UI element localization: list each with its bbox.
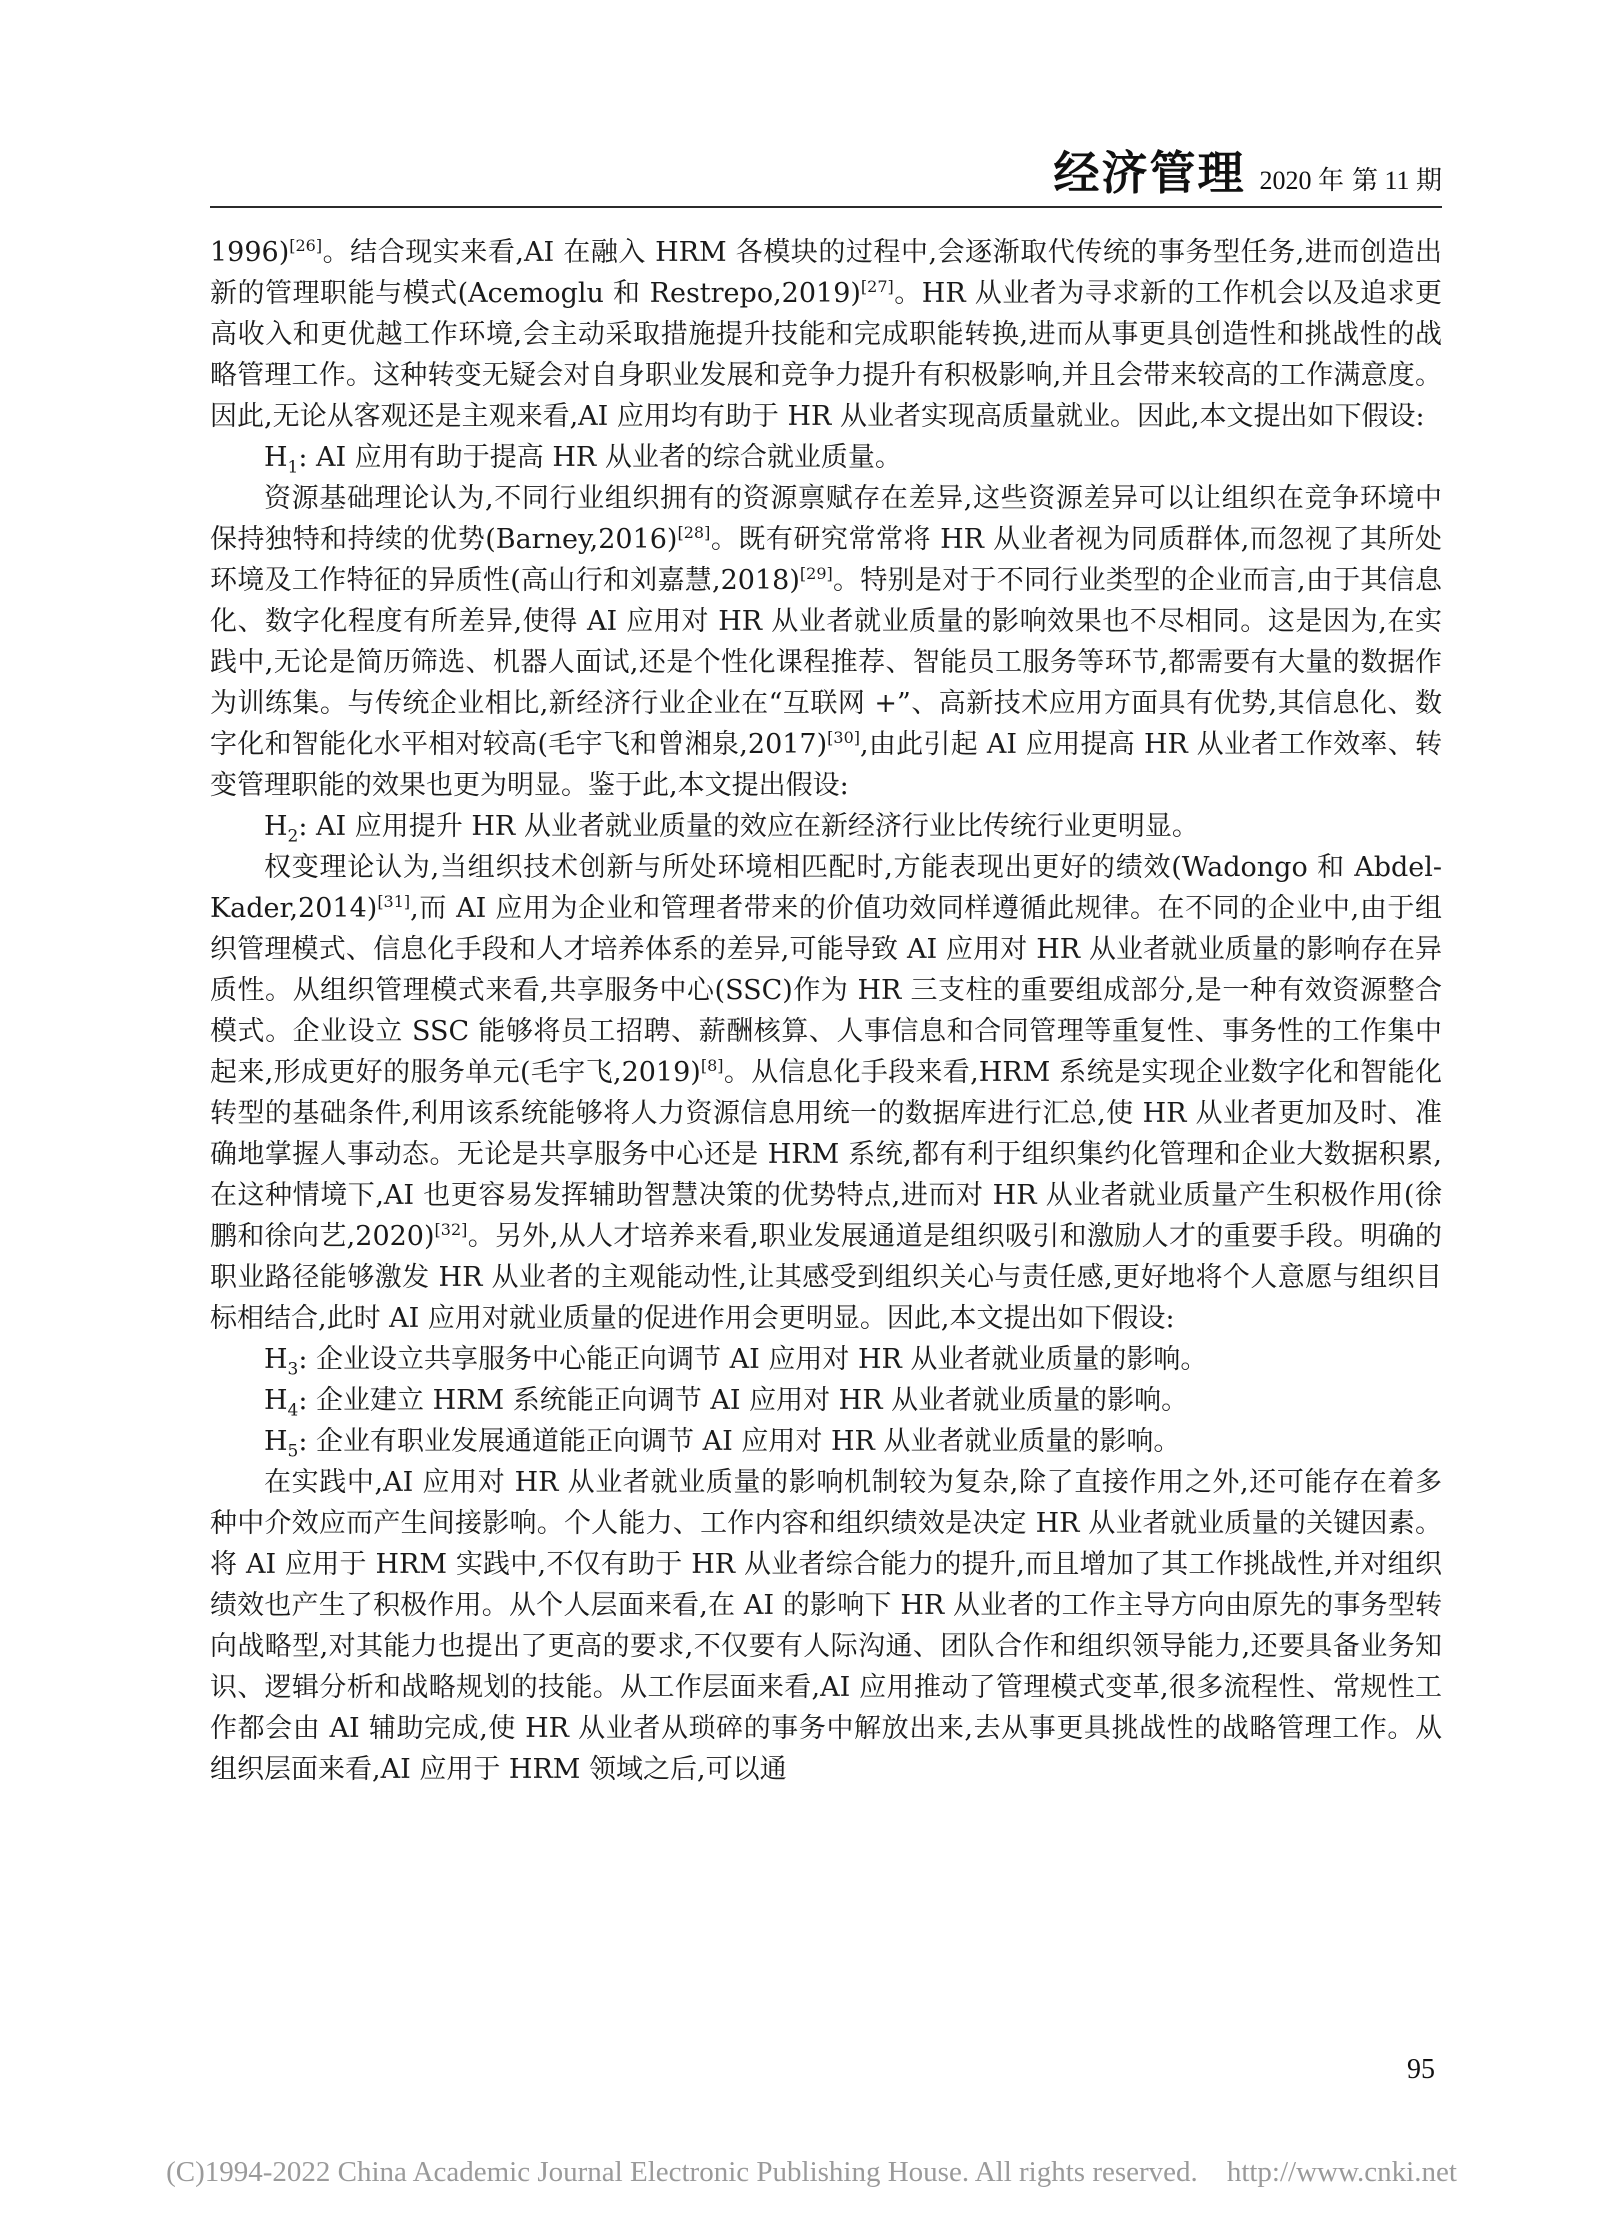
paragraph <box>210 847 1442 1339</box>
text-run: 。另外,从人才培养来看,职业发展通道是组织吸引和激励人才的重要手段。明确的职业路径能够激发 HR 从业者的主观能动性,让其感受到组织关心与责任感,更好地将个人意愿与组织目标相结合,此时 AI 应用对就业质量的促进作用会更明显。因此,本文提出如下假设: <box>210 1221 1442 1334</box>
text-run: : 企业有职业发展通道能正向调节 AI 应用对 HR 从业者就业质量的影响。 <box>298 1426 1181 1457</box>
text-run: 权变理论认为,当组织技术创新与所处环境相匹配时,方能表现出更好的绩效(Wadongo 和 Abdel-Kader,2014) <box>210 852 1442 924</box>
text-run: H <box>264 442 288 473</box>
text-run: 在实践中,AI 应用对 HR 从业者就业质量的影响机制较为复杂,除了直接作用之外,还可能存在着多种中介效应而产生间接影响。个人能力、工作内容和组织绩效是决定 HR 从业者就业质量的关键因素。将 AI 应用于 HRM 实践中,不仅有助于 HR 从业者综合能力的提升,而且增加了其工作挑战性,并对组织绩效也产生了积极作用。从个人层面来看,在 AI 的影响下 HR 从业者的工作主导方向由原先的事务型转向战略型,对其能力也提出了更高的要求,不仅要有人际沟通、团队合作和组织领导能力,还要具备业务知识、逻辑分析和战略规划的技能。从工作层面来看,AI 应用推动了管理模式变革,很多流程性、常规性工作都会由 AI 辅助完成,使 HR 从业者从琐碎的事务中解放出来,去从事更具挑战性的战略管理工作。从组织层面来看,AI 应用于 HRM 领域之后,可以通 <box>210 1467 1442 1785</box>
text-run: : AI 应用有助于提高 HR 从业者的综合就业质量。 <box>298 442 902 473</box>
text-run: 。从信息化手段来看,HRM 系统是实现企业数字化和智能化转型的基础条件,利用该系统能够将人力资源信息用统一的数据库进行汇总,使 HR 从业者更加及时、准确地掌握人事动态。无论是共享服务中心还是 HRM 系统,都有利于组织集约化管理和企业大数据积累,在这种情境下,AI 也更容易发挥辅助智慧决策的优势特点,进而对 HR 从业者就业质量产生积极作用(徐鹏和徐向艺,2020) <box>210 1057 1443 1252</box>
citation-ref: [32] <box>434 1220 468 1239</box>
issue-year: 2020 年 <box>1259 166 1344 195</box>
text-run: : 企业设立共享服务中心能正向调节 AI 应用对 HR 从业者就业质量的影响。 <box>298 1344 1208 1375</box>
text-run: 1996) <box>210 237 290 268</box>
header-inner <box>1053 146 1442 200</box>
text-run: ,由此引起 AI 应用提高 HR 从业者工作效率、转变管理职能的效果也更为明显。鉴于此,本文提出假设: <box>210 729 1442 801</box>
text-run: 资源基础理论认为,不同行业组织拥有的资源禀赋存在差异,这些资源差异可以让组织在竞争环境中保持独特和持续的优势(Barney,2016) <box>210 483 1442 555</box>
copyright-text: (C)1994-2022 China Academic Journal Electronic Publishing House. All rights reserved. <box>166 2156 1198 2188</box>
text-run: : 企业建立 HRM 系统能正向调节 AI 应用对 HR 从业者就业质量的影响。 <box>298 1385 1189 1416</box>
citation-ref: [30] <box>827 728 860 747</box>
text-run: 。既有研究常常将 HR 从业者视为同质群体,而忽视了其所处环境及工作特征的异质性(高山行和刘嘉慧,2018) <box>210 524 1443 596</box>
text-run: 。结合现实来看,AI 在融入 HRM 各模块的过程中,会逐渐取代传统的事务型任务,进而创造出新的管理职能与模式(Acemoglu 和 Restrepo,2019) <box>210 237 1442 309</box>
citation-ref: [27] <box>860 277 894 296</box>
footer-url: http://www.cnki.net <box>1226 2156 1457 2188</box>
text-run: H <box>264 1426 288 1457</box>
text-run: H <box>264 811 288 842</box>
citation-ref: [31] <box>377 892 411 911</box>
text-run: H <box>264 1385 288 1416</box>
paragraph <box>210 1380 1442 1421</box>
citation-ref: [28] <box>677 523 711 542</box>
text-run: 。HR 从业者为寻求新的工作机会以及追求更高收入和更优越工作环境,会主动采取措施提升技能和完成职能转换,进而从事更具创造性和挑战性的战略管理工作。这种转变无疑会对自身职业发展和竞争力提升有积极影响,并且会带来较高的工作满意度。因此,无论从客观还是主观来看,AI 应用均有助于 HR 从业者实现高质量就业。因此,本文提出如下假设: <box>210 278 1442 432</box>
paragraph <box>210 1339 1442 1380</box>
text-run: 。特别是对于不同行业类型的企业而言,由于其信息化、数字化程度有所差异,使得 AI 应用对 HR 从业者就业质量的影响效果也不尽相同。这是因为,在实践中,无论是简历筛选、机器人面试,还是个性化课程推荐、智能员工服务等环节,都需要有大量的数据作为训练集。与传统企业相比,新经济行业企业在“互联网 +”、高新技术应用方面具有优势,其信息化、数字化和智能化水平相对较高(毛宇飞和曾湘泉,2017) <box>210 565 1442 760</box>
paragraph <box>210 806 1442 847</box>
hypothesis-subscript: 5 <box>287 1441 299 1462</box>
journal-title-logo: 经济管理 <box>1053 146 1246 200</box>
hypothesis-subscript: 1 <box>287 457 299 478</box>
hypothesis-subscript: 3 <box>287 1359 299 1380</box>
citation-ref: [26] <box>289 236 323 255</box>
issue-info <box>1251 168 1442 194</box>
text-run: ,而 AI 应用为企业和管理者带来的价值功效同样遵循此规律。在不同的企业中,由于组织管理模式、信息化手段和人才培养体系的差异,可能导致 AI 应用对 HR 从业者就业质量的影响存在异质性。从组织管理模式来看,共享服务中心(SSC)作为 HR 三支柱的重要组成部分,是一种有效资源整合模式。企业设立 SSC 能够将员工招聘、薪酬核算、人事信息和合同管理等重复性、事务性的工作集中起来,形成更好的服务单元(毛宇飞,2019) <box>210 893 1442 1088</box>
paragraph <box>210 1421 1442 1462</box>
page-number: 95 <box>1407 2054 1435 2085</box>
citation-ref: [29] <box>799 564 833 583</box>
text-run: : AI 应用提升 HR 从业者就业质量的效应在新经济行业比传统行业更明显。 <box>298 811 1199 842</box>
hypothesis-subscript: 4 <box>287 1400 299 1421</box>
copyright-footer <box>0 2156 1623 2189</box>
text-run: H <box>264 1344 288 1375</box>
hypothesis-subscript: 2 <box>287 826 299 847</box>
paragraph <box>210 1462 1442 1790</box>
paragraph <box>210 232 1442 437</box>
paragraph <box>210 437 1442 478</box>
paragraph <box>210 478 1442 806</box>
article-body <box>210 232 1442 1790</box>
issue-number: 第 11 期 <box>1351 166 1442 195</box>
citation-ref: [8] <box>700 1056 724 1075</box>
running-header <box>210 140 1442 208</box>
